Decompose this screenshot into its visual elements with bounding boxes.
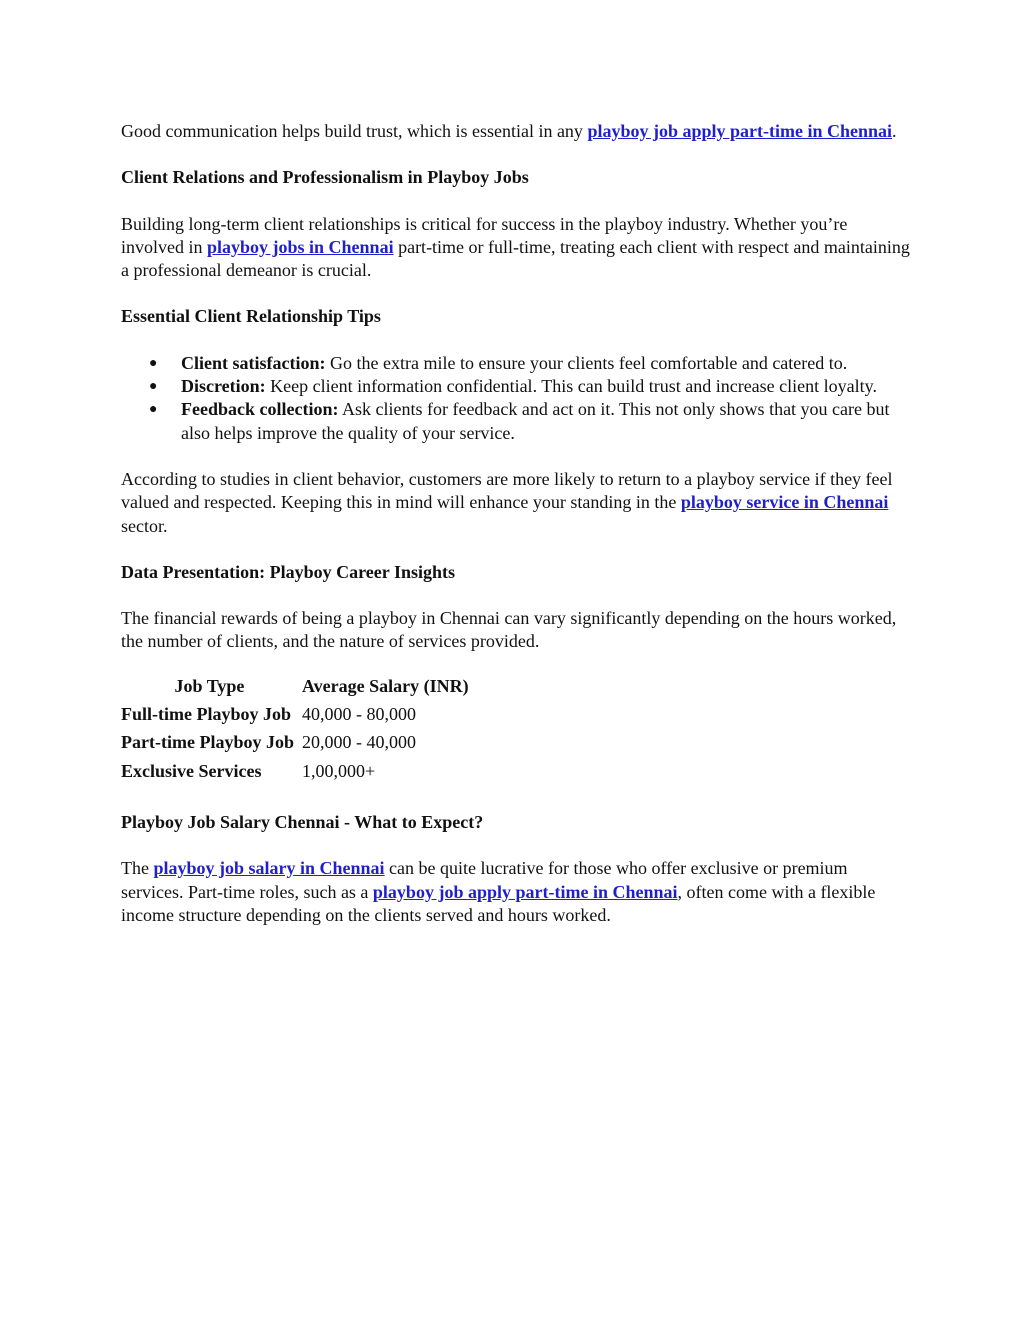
tip-label: Feedback collection: <box>181 399 339 420</box>
tips-list <box>121 352 911 445</box>
intro-link[interactable]: playboy job apply part-time in Chennai <box>587 121 892 141</box>
list-item <box>149 375 911 398</box>
data-paragraph: The financial rewards of being a playboy in Chennai can vary significantly depending on the hours worked, the number of clients, and the nature of services provided. <box>121 608 897 652</box>
salary-paragraph <box>121 857 911 927</box>
section-heading-salary: Playboy Job Salary Chennai - What to Expect? <box>121 811 484 832</box>
salary-text: The <box>121 858 154 879</box>
section-heading-data: Data Presentation: Playboy Career Insights <box>121 561 455 582</box>
client-relations-paragraph <box>121 213 911 283</box>
salary-cell: 40,000 - 80,000 <box>301 704 416 725</box>
intro-paragraph <box>121 120 911 143</box>
job-type-cell: Part-time Playboy Job <box>121 732 294 753</box>
playboy-jobs-link[interactable]: playboy jobs in Chennai <box>207 236 394 257</box>
salary-text: can be quite lucrative for those who offer exclusive or premium services. Part-time roles, such as a <box>121 858 848 902</box>
client-relations-text-end: part-time or full-time, treating each client with respect and maintaining a professional demeanor is crucial. <box>121 236 910 281</box>
salary-text-end: , often come with a flexible income structure depending on the clients served and hours worked. <box>121 881 876 925</box>
section-heading-client-relations: Client Relations and Professionalism in Playboy Jobs <box>121 167 529 188</box>
table-row <box>119 701 471 729</box>
table-row <box>119 729 471 757</box>
bullet-icon: ● <box>149 402 158 418</box>
section-heading-tips: Essential Client Relationship Tips <box>121 306 381 327</box>
tip-text: Go the extra mile to ensure your clients feel comfortable and catered to. <box>325 352 848 373</box>
document-page <box>121 120 911 950</box>
behavior-paragraph <box>121 468 911 538</box>
job-type-cell: Exclusive Services <box>121 760 262 781</box>
list-item <box>149 398 911 445</box>
table-row <box>119 758 471 786</box>
playboy-service-link[interactable]: playboy service in Chennai <box>680 492 889 513</box>
bullet-icon: ● <box>149 355 158 371</box>
salary-cell: 1,00,000+ <box>301 760 376 781</box>
job-type-cell: Full-time Playboy Job <box>121 704 291 725</box>
salary-cell: 20,000 - 40,000 <box>301 732 416 753</box>
tip-text: Keep client information confidential. This can build trust and increase client loyalty. <box>265 376 877 397</box>
column-header-job-type: Job Type <box>174 675 245 696</box>
salary-table <box>119 673 471 786</box>
intro-text: Good communication helps build trust, which is essential in any <box>121 121 588 141</box>
intro-text-end: . <box>892 121 897 141</box>
behavior-text: According to studies in client behavior, customers are more likely to return to a playboy service if they feel valued and respected. Keeping this in mind will enhance your standing in the <box>121 468 893 513</box>
salary-link[interactable]: playboy job salary in Chennai <box>153 858 385 879</box>
table-header-row <box>119 673 471 701</box>
apply-part-time-link[interactable]: playboy job apply part-time in Chennai <box>372 881 678 902</box>
bullet-icon: ● <box>149 379 158 395</box>
client-relations-text: Building long-term client relationships is critical for success in the playboy industry. Whether you’re involved in <box>121 213 848 257</box>
tip-label: Discretion: <box>181 376 266 397</box>
tip-label: Client satisfaction: <box>181 352 326 373</box>
list-item <box>149 352 911 375</box>
behavior-text-end: sector. <box>121 515 168 536</box>
tip-text: Ask clients for feedback and act on it. This not only shows that you care but also helps improve the quality of your service. <box>181 399 890 443</box>
column-header-salary: Average Salary (INR) <box>301 675 469 696</box>
